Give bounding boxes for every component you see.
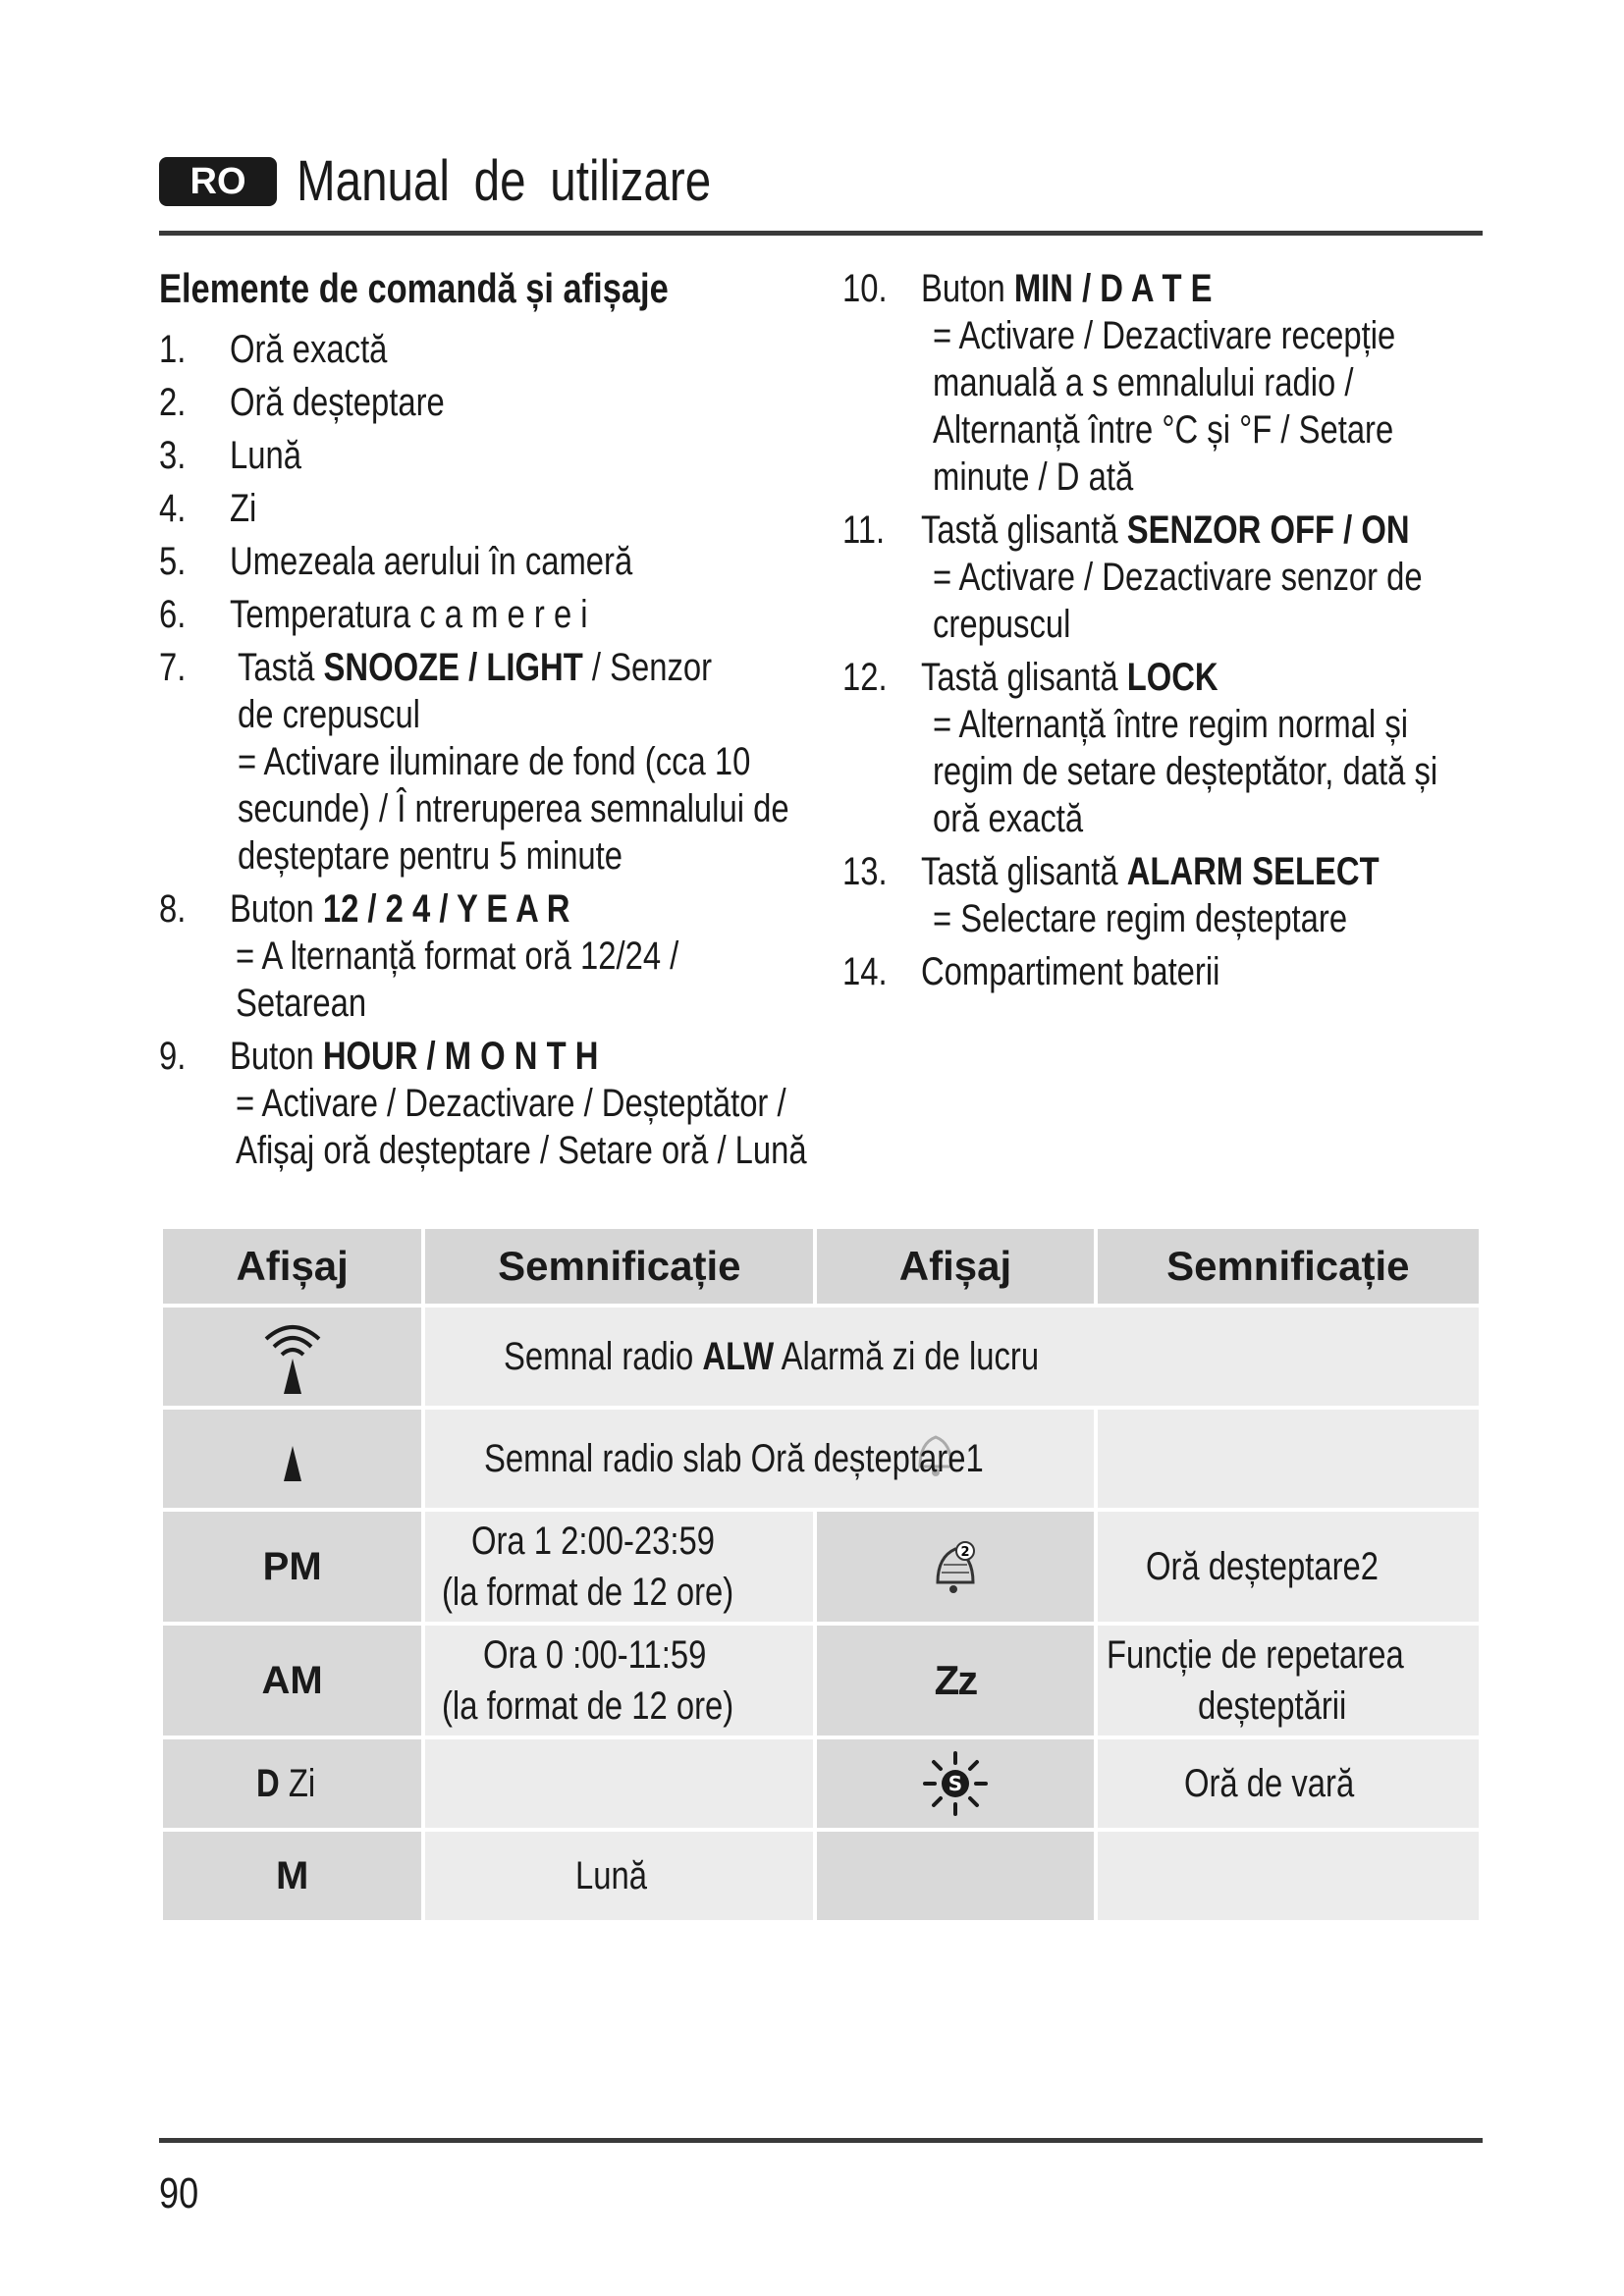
section-heading: Elemente de comandă și afișaje	[159, 265, 669, 311]
language-badge: RO	[159, 157, 277, 206]
table-cell: Lună	[425, 1832, 813, 1920]
list-item-lock: 12. Tastă glisantă LOCK = Alternanță între regim normal și regim de setare deșteptător, dată și oră exactă	[842, 656, 1438, 840]
table-cell-empty	[425, 1739, 813, 1828]
radio-signal-strong-icon	[163, 1308, 421, 1406]
table-header: Afișaj	[817, 1229, 1093, 1304]
svg-text:S: S	[947, 1772, 963, 1795]
table-header: Afișaj	[163, 1229, 421, 1304]
list-item: 6. Temperatura c a m e r e i	[159, 593, 588, 636]
table-cell: Ora 0 :00-11:59 (la format de 12 ore)	[425, 1626, 813, 1735]
svg-text:2: 2	[960, 1545, 970, 1560]
table-cell: M	[163, 1832, 421, 1920]
list-item-alarm-select: 13. Tastă glisantă ALARM SELECT = Selectare regim deșteptare	[842, 850, 1380, 940]
header-rule	[159, 231, 1483, 236]
table-cell: Semnal radio slab Oră deșteptare1	[425, 1410, 1093, 1508]
table-cell: Semnal radio ALW Alarmă zi de lucru	[425, 1308, 1479, 1406]
table-row	[163, 1832, 1479, 1920]
list-item-senzor: 11. Tastă glisantă SENZOR OFF / ON = Activare / Dezactivare senzor de crepuscul	[842, 508, 1423, 646]
radio-signal-weak-icon	[163, 1410, 421, 1508]
page-title: Manual de utilizare	[297, 149, 712, 213]
display-symbols-table	[159, 1225, 1483, 1924]
table-cell-empty	[1098, 1410, 1479, 1508]
list-item-hour-month: 9. Buton HOUR / M O N T H = Activare / Dezactivare / Deșteptător / Afișaj oră deșteptare / Setare oră / Lună	[159, 1035, 807, 1172]
table-row	[163, 1626, 1479, 1735]
list-item: 2. Oră deșteptare	[159, 381, 445, 424]
summer-time-sun-icon	[817, 1739, 1093, 1828]
table-header-row	[163, 1229, 1479, 1304]
table-cell: PM	[163, 1512, 421, 1622]
list-item: 4. Zi	[159, 487, 257, 530]
table-cell: Ora 1 2:00-23:59 (la format de 12 ore)	[425, 1512, 813, 1622]
table-row	[163, 1739, 1479, 1828]
list-item: 3. Lună	[159, 434, 301, 477]
table-row	[163, 1410, 1479, 1508]
alarm-bell-2-icon	[817, 1512, 1093, 1622]
table-cell: Funcție de repetarea deșteptării	[1098, 1626, 1479, 1735]
list-item-min-date: 10. Buton MIN / D A T E = Activare / Dezactivare recepție manuală a s emnalului radio / Alternanță între °C și °F / Setare minute / D ată	[842, 267, 1396, 499]
table-header: Semnificație	[1098, 1229, 1479, 1304]
table-cell-empty	[817, 1832, 1093, 1920]
table-cell: Oră deșteptare2	[1098, 1512, 1479, 1622]
table-header: Semnificație	[425, 1229, 813, 1304]
list-item: 1. Oră exactă	[159, 328, 388, 371]
controls-list-left	[159, 265, 846, 1180]
controls-list-right	[842, 265, 1490, 1001]
table-cell: AM	[163, 1626, 421, 1735]
table-cell: D Zi	[163, 1739, 421, 1828]
table-row	[163, 1512, 1479, 1622]
list-item: 5. Umezeala aerului în cameră	[159, 540, 633, 583]
table-cell-empty	[1098, 1832, 1479, 1920]
list-item-battery: 14. Compartiment baterii	[842, 950, 1220, 993]
table-cell: Oră de vară	[1098, 1739, 1479, 1828]
footer-rule	[159, 2138, 1483, 2143]
list-item-snooze-light: 7. Tastă SNOOZE / LIGHT / Senzor de crepuscul = Activare iluminare de fond (cca 10 secunde) / Î ntreruperea semnalului de deșteptare pentru 5 minute	[159, 646, 789, 878]
page-number: 90	[159, 2169, 199, 2217]
table-row	[163, 1308, 1479, 1406]
snooze-icon: Zz	[817, 1626, 1093, 1735]
list-item-12-24-year: 8. Buton 12 / 2 4 / Y E A R = A lternanță format oră 12/24 / Setarean	[159, 887, 679, 1025]
